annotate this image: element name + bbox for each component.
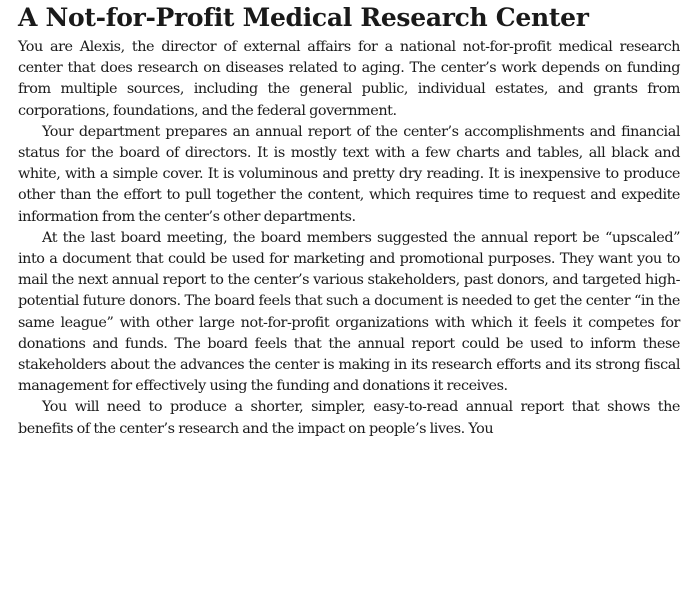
page-title: A Not-for-Profit Medical Research Center bbox=[18, 3, 589, 32]
paragraph-board-meeting: At the last board meeting, the board members suggested the annual report be “upscaled” into a document that could be used for marketing and promotional purposes. They want you to mail the next annual report to the center’s various stakeholders, past donors, and targeted high-potential future donors. The board feels that such a document is needed to get the center “in the same league” with other large not-for-profit organizations with which it feels it competes for donations and funds. The board feels that the annual report could be used to inform these stakeholders about the advances the center is making in its research efforts and its strong fiscal management for effectively using the funding and donations it receives. bbox=[18, 229, 680, 395]
paragraph-annual-report: Your department prepares an annual report of the center’s accomplishments and financial status for the board of directors. It is mostly text with a few charts and tables, all black and white, with a simple cover. It is voluminous and pretty dry reading. It is inexpensive to produce other than the effort to pull together the content, which requires time to request and expedite information from the center’s other departments. bbox=[18, 123, 680, 225]
paragraph-intro: You are Alexis, the director of external affairs for a national not-for-profit medical research center that does research on diseases related to aging. The center’s work depends on funding from multiple sources, including the general public, individual estates, and grants from corporations, foundations, and the federal government. bbox=[18, 39, 680, 119]
document-page bbox=[18, 0, 680, 440]
paragraph-new-report: You will need to produce a shorter, simpler, easy-to-read annual report that shows the benefits of the center’s research and the impact on people’s lives. You bbox=[18, 399, 680, 437]
